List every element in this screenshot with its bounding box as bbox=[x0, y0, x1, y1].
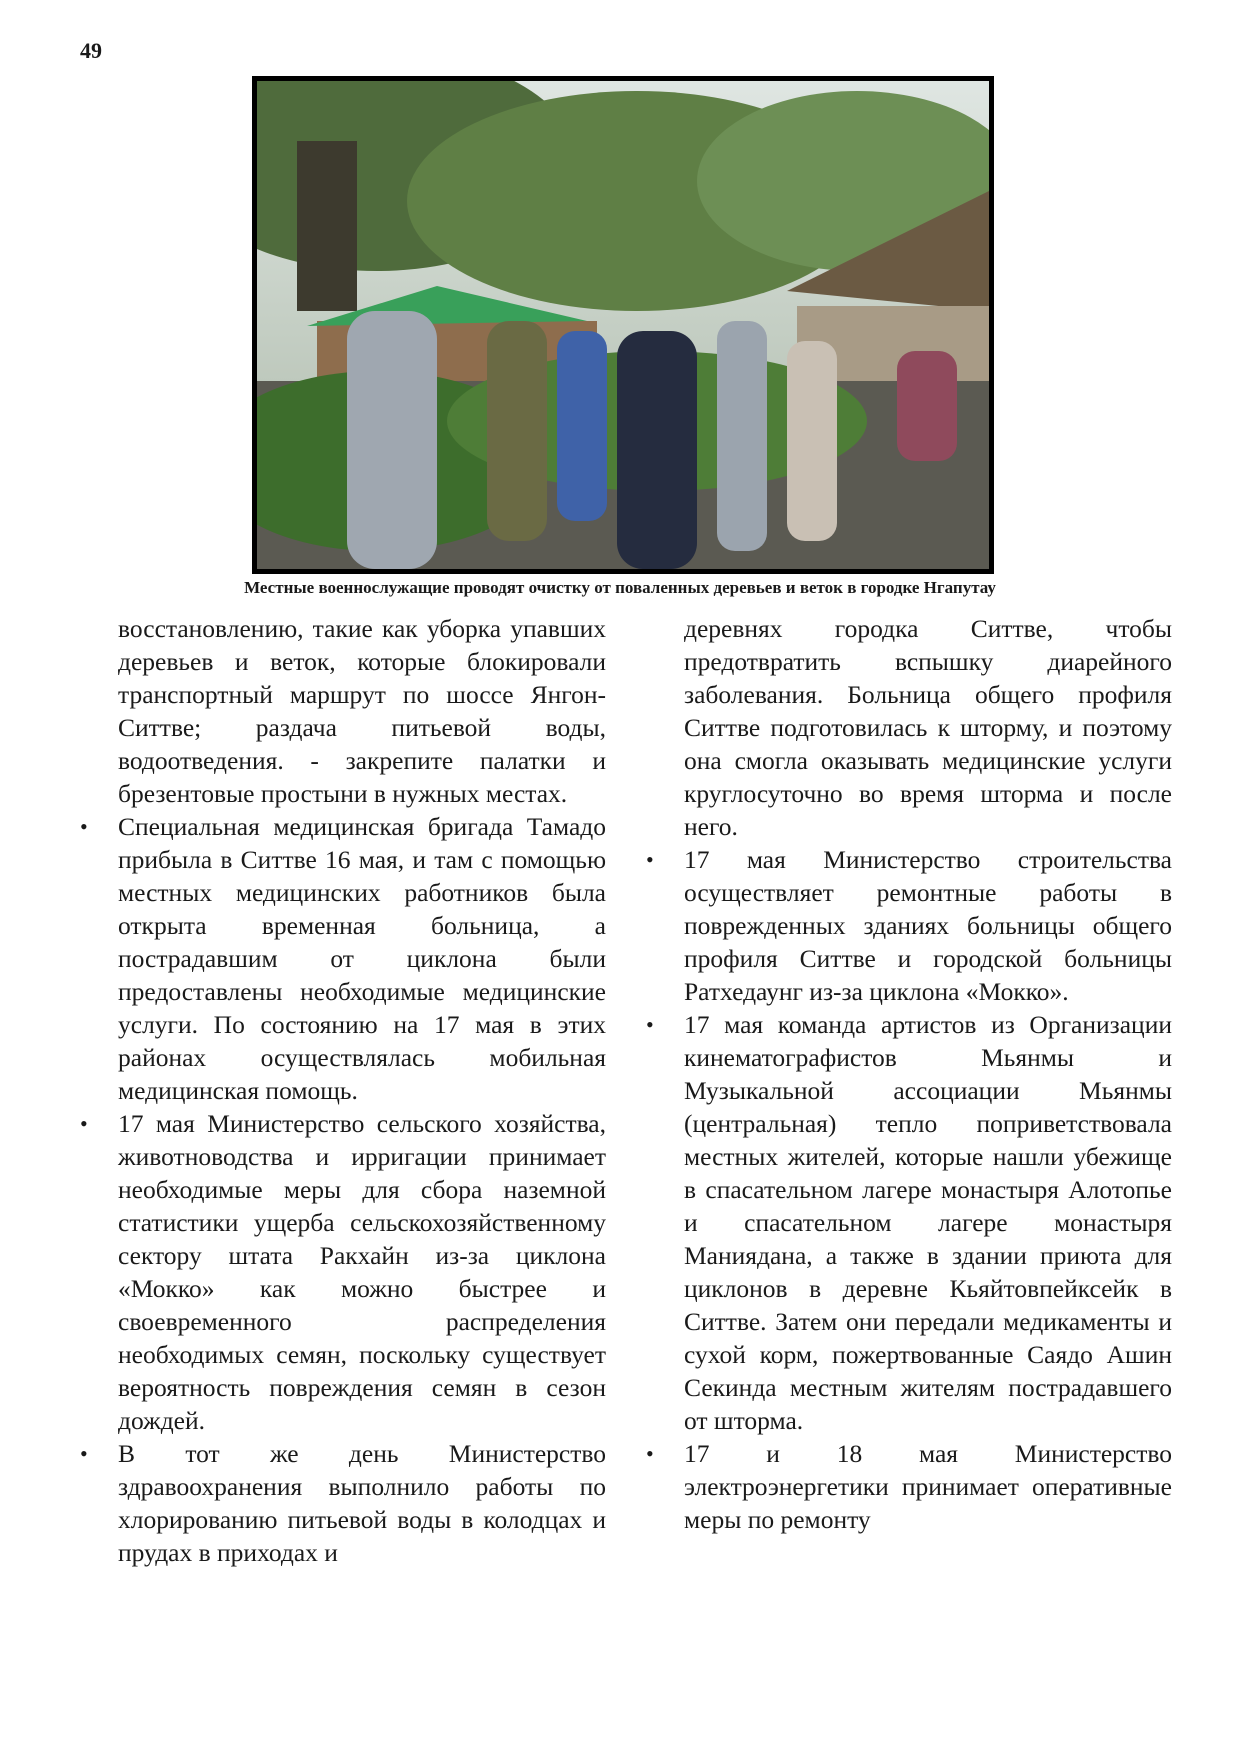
left-column bbox=[118, 612, 606, 1569]
list-item: • В тот же день Министерство здравоохранения выполнило работы по хлорированию питьевой воды в колодцах и прудах в приходах и bbox=[118, 1437, 606, 1569]
list-item: • 17 мая команда артистов из Организации кинематографистов Мьянмы и Музыкальной ассоциации Мьянмы (центральная) тепло поприветствовала местных жителей, которые нашли убежище в спасательном лагере монастыря Алотопье и спасательном лагере монастыря Маниядана, а также в здании приюта для циклонов в деревне Кьяйтовпейксейк в Ситтве. Затем они передали медикаменты и сухой корм, пожертвованные Саядо Ашин Секинда местным жителям пострадавшего от шторма. bbox=[684, 1008, 1172, 1437]
list-item: • Специальная медицинская бригада Тамадо прибыла в Ситтве 16 мая, и там с помощью местных медицинских работников была открыта временная больница, а пострадавшим от циклона были предоставлены необходимые медицинские услуги. По состоянию на 17 мая в этих районах осуществлялась мобильная медицинская помощь. bbox=[118, 810, 606, 1107]
photo-frame bbox=[252, 76, 994, 574]
bullet-list bbox=[684, 843, 1172, 1536]
list-item: • 17 мая Министерство сельского хозяйства, животноводства и ирригации принимает необходимые меры для сбора наземной статистики ущерба сельскохозяйственному сектору штата Ракхайн из-за циклона «Мокко» как можно быстрее и своевременного распределения необходимых семян, поскольку существует вероятность повреждения семян в сезон дождей. bbox=[118, 1107, 606, 1437]
bullet-list bbox=[118, 810, 606, 1569]
paragraph-continuation: восстановлению, такие как уборка упавших деревьев и веток, которые блокировали транспортный маршрут по шоссе Янгон-Ситтве; раздача питьевой воды, водоотведения. - закрепите палатки и брезентовые простыни в нужных местах. bbox=[118, 614, 606, 808]
page-number: 49 bbox=[80, 38, 102, 63]
list-item: • 17 и 18 мая Министерство электроэнергетики принимает оперативные меры по ремонту bbox=[684, 1437, 1172, 1536]
right-column bbox=[684, 612, 1172, 1536]
paragraph-continuation: деревнях городка Ситтве, чтобы предотвратить вспышку диарейного заболевания. Больница общего профиля Ситтве подготовилась к шторму, и поэтому она смогла оказывать медицинские услуги круглосуточно во время шторма и после него. bbox=[684, 614, 1172, 841]
photo-caption: Местные военнослужащие проводят очистку от поваленных деревьев и веток в городке Нгапутау bbox=[244, 578, 996, 597]
photo-cleanup-scene bbox=[257, 81, 989, 569]
list-item: • 17 мая Министерство строительства осуществляет ремонтные работы в поврежденных зданиях больницы общего профиля Ситтве и городской больницы Ратхедаунг из-за циклона «Мокко». bbox=[684, 843, 1172, 1008]
